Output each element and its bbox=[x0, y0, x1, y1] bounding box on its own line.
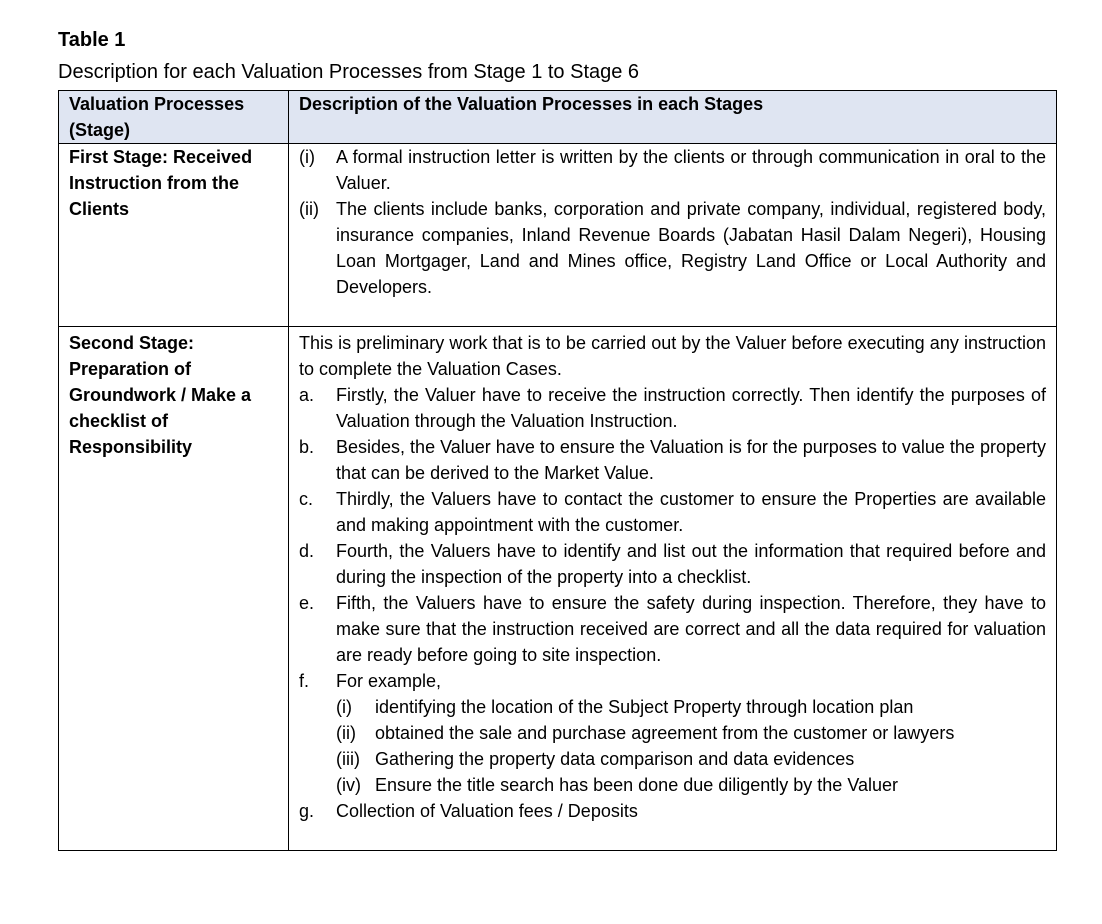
list-marker: (ii) bbox=[299, 199, 319, 219]
list-marker: f. bbox=[299, 671, 310, 691]
list-item-text: identifying the location of the Subject Property through location plan bbox=[375, 697, 914, 717]
list-marker: d. bbox=[299, 541, 315, 561]
list-item bbox=[299, 590, 1046, 668]
list-item-text: Collection of Valuation fees / Deposits bbox=[336, 801, 638, 821]
list-marker: (i) bbox=[336, 697, 352, 717]
list-marker: (iv) bbox=[336, 775, 361, 795]
header-description: Description of the Valuation Processes in each Stages bbox=[289, 91, 1057, 144]
table-caption: Description for each Valuation Processes from Stage 1 to Stage 6 bbox=[58, 61, 640, 83]
list-item bbox=[299, 798, 1046, 824]
list-marker: e. bbox=[299, 593, 315, 613]
list-item bbox=[299, 196, 1046, 300]
list-marker: g. bbox=[299, 801, 315, 821]
description-cell bbox=[289, 327, 1057, 851]
list-item bbox=[299, 668, 1046, 694]
list-item-text: A formal instruction letter is written by the clients or through communication in oral to the Valuer. bbox=[336, 147, 1046, 193]
intro-text: This is preliminary work that is to be carried out by the Valuer before executing any instruction to complete the Valuation Cases. bbox=[299, 333, 1046, 379]
sub-list-item bbox=[336, 746, 1046, 772]
table-label: Table 1 bbox=[58, 29, 126, 51]
list-item bbox=[299, 144, 1046, 196]
table-header-row bbox=[59, 91, 1057, 144]
header-stage: Valuation Processes (Stage) bbox=[59, 91, 289, 144]
list-marker: (iii) bbox=[336, 749, 360, 769]
list-item-text: Ensure the title search has been done due diligently by the Valuer bbox=[375, 775, 899, 795]
stage-cell: Second Stage: Preparation of Groundwork / Make a checklist of Responsibility bbox=[59, 327, 289, 851]
stage-cell: First Stage: Received Instruction from the Clients bbox=[59, 144, 289, 327]
list-item-text: Thirdly, the Valuers have to contact the customer to ensure the Properties are available and making appointment with the customer. bbox=[336, 489, 1046, 535]
sub-list-item bbox=[336, 720, 1046, 746]
list-marker: c. bbox=[299, 489, 314, 509]
list-item-text: Fourth, the Valuers have to identify and list out the information that required before and during the inspection of the property into a checklist. bbox=[336, 541, 1046, 587]
list-marker: (ii) bbox=[336, 723, 356, 743]
list-marker: (i) bbox=[299, 147, 315, 167]
list-item bbox=[299, 486, 1046, 538]
sub-list-item bbox=[336, 694, 1046, 720]
table-row bbox=[59, 144, 1057, 327]
table-row bbox=[59, 327, 1057, 851]
description-cell bbox=[289, 144, 1057, 327]
valuation-process-table bbox=[58, 90, 1057, 851]
list-item-text: Besides, the Valuer have to ensure the Valuation is for the purposes to value the property that can be derived to the Market Value. bbox=[336, 437, 1046, 483]
list-item-text: obtained the sale and purchase agreement from the customer or lawyers bbox=[375, 723, 955, 743]
list-marker: b. bbox=[299, 437, 315, 457]
list-marker: a. bbox=[299, 385, 315, 405]
list-item-text: The clients include banks, corporation and private company, individual, registered body, insurance companies, Inland Revenue Boards (Jabatan Hasil Dalam Negeri), Housing Loan Mortgager, Land and Mines office, Registry Land Office or Local Authority and Developers. bbox=[336, 199, 1046, 297]
sub-list-item bbox=[336, 772, 1046, 798]
list-item bbox=[299, 434, 1046, 486]
list-item bbox=[299, 538, 1046, 590]
list-item-text: For example, bbox=[336, 671, 442, 691]
sub-list bbox=[299, 694, 1046, 798]
list-item bbox=[299, 382, 1046, 434]
list-item-text: Firstly, the Valuer have to receive the instruction correctly. Then identify the purposes of Valuation through the Valuation Instruction. bbox=[336, 385, 1046, 431]
list-item-text: Fifth, the Valuers have to ensure the safety during inspection. Therefore, they have to make sure that the instruction received are correct and all the data required for valuation are ready before going to site inspection. bbox=[336, 593, 1046, 665]
list-item-text: Gathering the property data comparison and data evidences bbox=[375, 749, 855, 769]
